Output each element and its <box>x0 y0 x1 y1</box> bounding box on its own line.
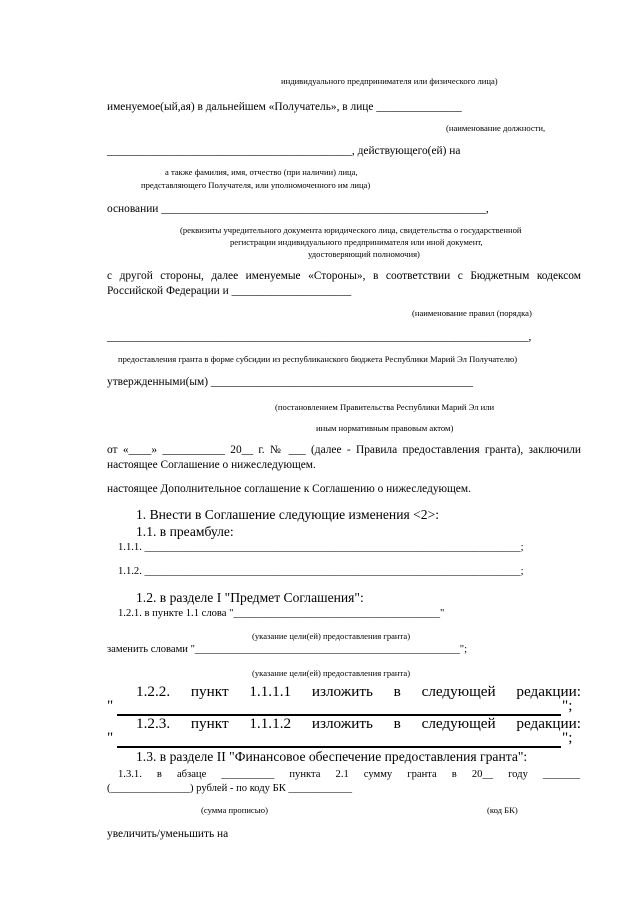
caption-position: (наименование должности, <box>446 123 546 133</box>
rf-line: Российской Федерации и _____________________ <box>107 285 352 297</box>
item-1-2-2: 1.2.2. пункт 1.1.1.1 изложить в следующей редакции: <box>136 683 581 700</box>
caption-goal-1: (указание цели(ей) предоставления гранта) <box>252 631 411 641</box>
section-1-heading: 1. Внести в Соглашение следующие изменения <2>: <box>136 507 440 522</box>
caption-requisites-3: удостоверяющий полномочия) <box>308 249 420 259</box>
item-1-2-1: 1.2.1. в пункте 1.1 слова "_______________________________________" <box>118 608 445 619</box>
caption-fullname: а также фамилия, имя, отчество (при наличии) лица, <box>165 167 358 177</box>
recipient-line: именуемое(ый,ая) в дальнейшем «Получатель», в лице _______________ <box>107 101 462 113</box>
quote-open-2: " <box>107 729 114 746</box>
increase-decrease-line: увеличить/уменьшить на <box>107 828 229 840</box>
quote-open-1: " <box>107 697 114 714</box>
caption-grant: предоставления гранта в форме субсидии из республиканского бюджета Республики Марий Эл Получателю) <box>118 354 518 364</box>
item-1-2-3: 1.2.3. пункт 1.1.1.2 изложить в следующей редакции: <box>136 715 581 732</box>
caption-resolution: (постановлением Правительства Республики Марий Эл или <box>275 402 495 412</box>
date-line: от «____» ___________ 20__ г. № ___ (далее - Правила предоставления гранта), заключили <box>107 444 581 456</box>
section-1-1-heading: 1.1. в преамбуле: <box>136 524 234 539</box>
blank-line-rules: __________________________________________________________________________, <box>107 331 532 343</box>
caption-legal-act: иным нормативным правовым актом) <box>316 423 454 433</box>
section-1-2-heading: 1.2. в разделе I "Предмет Соглашения": <box>136 590 364 605</box>
item-1-3-1: 1.3.1. в абзаце __________ пункта 2.1 сумму гранта в 20__ году _______ <box>118 769 580 780</box>
caption-bk-code: (код БК) <box>487 805 518 815</box>
caption-goal-2: (указание цели(ей) предоставления гранта) <box>252 668 411 678</box>
caption-amount-words: (сумма прописью) <box>201 805 268 815</box>
caption-rules: (наименование правил (порядка) <box>412 308 532 318</box>
section-1-3-heading: 1.3. в разделе II "Финансовое обеспечение предоставления гранта": <box>136 749 528 764</box>
acting-line: ___________________________________________, действующего(ей) на <box>107 145 461 157</box>
caption-representative: представляющего Получателя, или уполномоченного им лица) <box>141 180 371 190</box>
item-1-1-1: 1.1.1. _______________________________________________________________________; <box>118 542 524 553</box>
agreement-line: настоящее Соглашение о нижеследующем. <box>107 459 316 471</box>
quote-close-2: "; <box>562 729 573 746</box>
amount-line: (_______________) рублей - по коду БК ____________ <box>107 783 352 794</box>
caption-requisites-2: регистрации индивидуального предпринимателя или иной документ, <box>230 237 483 247</box>
replace-words-line: заменить словами "__________________________________________________"; <box>107 644 468 655</box>
basis-line: основании _________________________________________________________, <box>107 203 489 215</box>
parties-line: с другой стороны, далее именуемые «Стороны», в соответствии с Бюджетным кодексом <box>107 270 581 282</box>
quote-close-1: "; <box>562 697 573 714</box>
caption-requisites-1: (реквизиты учредительного документа юридического лица, свидетельства о государственной <box>180 225 522 235</box>
approved-line: утвержденными(ым) ______________________________________________ <box>107 376 473 388</box>
caption-entrepreneur: индивидуального предпринимателя или физического лица) <box>281 76 498 86</box>
supplementary-line: настоящее Дополнительное соглашение к Соглашению о нижеследующем. <box>107 483 471 495</box>
item-1-1-2: 1.1.2. _______________________________________________________________________; <box>118 566 524 577</box>
bold-blank-line-2 <box>117 746 561 748</box>
